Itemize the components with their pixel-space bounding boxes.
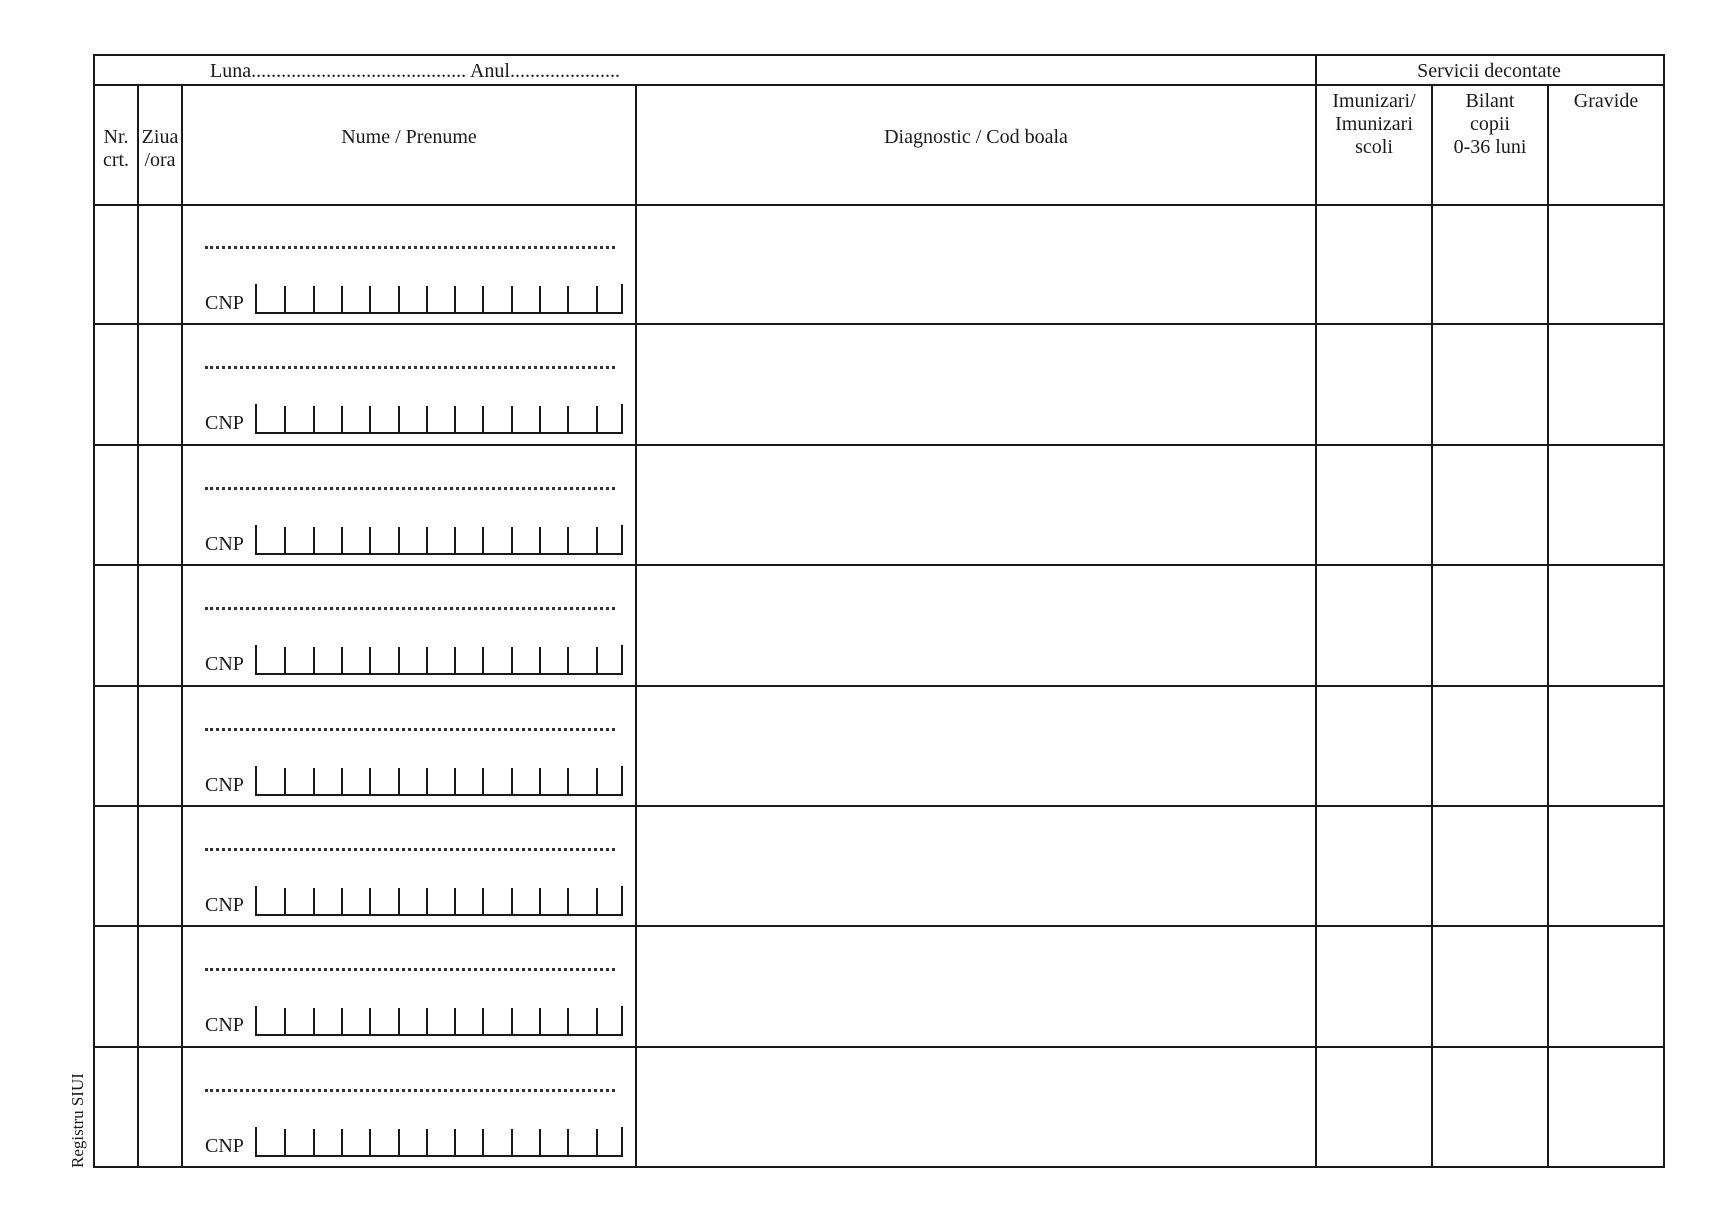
cnp-label: CNP <box>205 1014 244 1037</box>
name-field[interactable] <box>205 246 615 249</box>
cnp-digit-separator <box>369 768 371 794</box>
cnp-digit-separator <box>567 406 569 432</box>
cnp-digit-separator <box>539 1008 541 1034</box>
cnp-digit-separator <box>341 647 343 673</box>
cnp-digit-separator <box>313 406 315 432</box>
cnp-digit-separator <box>539 406 541 432</box>
cnp-digit-separator <box>596 1008 598 1034</box>
cnp-label: CNP <box>205 894 244 916</box>
cnp-digit-separator <box>313 888 315 914</box>
cnp-digit-separator <box>539 1129 541 1155</box>
cnp-digit-separator <box>369 1129 371 1155</box>
cnp-label: CNP <box>205 412 244 435</box>
cnp-digit-separator <box>454 527 456 553</box>
cnp-digit-separator <box>454 406 456 432</box>
cnp-digit-separator <box>567 647 569 673</box>
cnp-digit-separator <box>454 1129 456 1155</box>
cnp-digit-separator <box>313 527 315 553</box>
cnp-label: CNP <box>205 292 244 314</box>
month-year-field[interactable]: Luna........................................... Anul...................... <box>210 60 620 82</box>
cnp-digit-separator <box>313 1129 315 1155</box>
cnp-label: CNP <box>205 1134 244 1157</box>
cnp-digit-separator <box>539 768 541 794</box>
register-row <box>95 565 1663 685</box>
cnp-digit-separator <box>482 406 484 432</box>
cnp-digit-separator <box>454 1008 456 1034</box>
cnp-digit-separator <box>398 1008 400 1034</box>
cnp-digit-separator <box>482 888 484 914</box>
cnp-digit-separator <box>313 286 315 312</box>
cnp-digit-separator <box>369 286 371 312</box>
cnp-digit-separator <box>426 406 428 432</box>
name-field[interactable] <box>205 848 615 851</box>
cnp-digit-separator <box>284 647 286 673</box>
register-row <box>95 926 1663 1046</box>
cnp-digit-separator <box>284 527 286 553</box>
cnp-digit-separator <box>596 647 598 673</box>
nr-crt-header: Nr. crt. <box>102 126 130 171</box>
cnp-digit-separator <box>454 286 456 312</box>
name-field[interactable] <box>205 366 615 369</box>
cnp-digit-separator <box>482 527 484 553</box>
cnp-digit-separator <box>284 768 286 794</box>
cnp-digit-separator <box>426 1008 428 1034</box>
cnp-digit-separator <box>482 1129 484 1155</box>
cnp-digit-separator <box>284 286 286 312</box>
cnp-digit-separator <box>313 768 315 794</box>
cnp-digit-separator <box>341 406 343 432</box>
cnp-digit-separator <box>369 406 371 432</box>
cnp-digit-separator <box>567 1008 569 1034</box>
gravide-header: Gravide <box>1573 90 1639 112</box>
cnp-digit-separator <box>426 647 428 673</box>
cnp-digit-separator <box>567 527 569 553</box>
cnp-digit-separator <box>398 888 400 914</box>
cnp-digit-separator <box>398 527 400 553</box>
cnp-digit-separator <box>482 286 484 312</box>
cnp-digit-boxes[interactable] <box>255 284 623 314</box>
cnp-digit-separator <box>313 647 315 673</box>
cnp-digit-separator <box>426 1129 428 1155</box>
cnp-digit-separator <box>539 286 541 312</box>
cnp-digit-separator <box>284 1008 286 1034</box>
name-field[interactable] <box>205 968 615 971</box>
bilant-header: Bilant copii 0-36 luni <box>1453 90 1527 158</box>
cnp-digit-separator <box>398 647 400 673</box>
nume-prenume-header: Nume / Prenume <box>341 126 477 148</box>
cnp-digit-separator <box>596 286 598 312</box>
register-row <box>95 324 1663 444</box>
cnp-digit-separator <box>482 768 484 794</box>
cnp-digit-separator <box>539 647 541 673</box>
cnp-digit-separator <box>341 286 343 312</box>
month-year-row <box>95 56 1663 86</box>
name-field[interactable] <box>205 487 615 490</box>
cnp-digit-separator <box>482 1008 484 1034</box>
cnp-label: CNP <box>205 653 244 676</box>
cnp-digit-separator <box>398 768 400 794</box>
registru-siui-label: Registru SIUI <box>68 1073 87 1168</box>
cnp-digit-separator <box>567 888 569 914</box>
cnp-digit-separator <box>567 768 569 794</box>
cnp-digit-separator <box>567 286 569 312</box>
cnp-digit-separator <box>426 888 428 914</box>
cnp-digit-separator <box>369 1008 371 1034</box>
cnp-digit-separator <box>596 768 598 794</box>
services-settled-title: Servicii decontate <box>1417 60 1561 82</box>
cnp-digit-separator <box>511 888 513 914</box>
register-row <box>95 204 1663 324</box>
cnp-digit-separator <box>454 647 456 673</box>
cnp-digit-separator <box>596 1129 598 1155</box>
cnp-digit-separator <box>454 768 456 794</box>
name-field[interactable] <box>205 1089 615 1092</box>
cnp-label: CNP <box>205 532 244 555</box>
cnp-digit-separator <box>567 1129 569 1155</box>
register-row <box>95 1047 1663 1167</box>
cnp-digit-separator <box>596 888 598 914</box>
cnp-digit-separator <box>398 406 400 432</box>
cnp-digit-separator <box>539 888 541 914</box>
cnp-digit-separator <box>454 888 456 914</box>
cnp-digit-separator <box>369 888 371 914</box>
cnp-digit-separator <box>426 768 428 794</box>
cnp-digit-separator <box>511 768 513 794</box>
cnp-label: CNP <box>205 773 244 796</box>
cnp-digit-separator <box>341 888 343 914</box>
cnp-digit-separator <box>341 1129 343 1155</box>
cnp-digit-separator <box>596 527 598 553</box>
register-row <box>95 686 1663 806</box>
cnp-digit-separator <box>398 286 400 312</box>
cnp-digit-boxes[interactable] <box>255 1127 623 1157</box>
imunizari-header: Imunizari/ Imunizari scoli <box>1332 90 1416 158</box>
cnp-digit-boxes[interactable] <box>255 404 623 434</box>
cnp-digit-separator <box>511 527 513 553</box>
cnp-digit-separator <box>426 527 428 553</box>
name-field[interactable] <box>205 607 615 610</box>
cnp-digit-separator <box>284 1129 286 1155</box>
cnp-digit-separator <box>313 1008 315 1034</box>
cnp-digit-boxes[interactable] <box>255 525 623 555</box>
diagnostic-header: Diagnostic / Cod boala <box>884 126 1068 148</box>
cnp-digit-separator <box>482 647 484 673</box>
cnp-digit-separator <box>596 406 598 432</box>
cnp-digit-separator <box>511 1129 513 1155</box>
cnp-digit-separator <box>511 286 513 312</box>
cnp-digit-separator <box>369 647 371 673</box>
ziua-ora-header: Ziua /ora <box>141 126 179 171</box>
cnp-digit-separator <box>511 647 513 673</box>
cnp-digit-boxes[interactable] <box>255 766 623 796</box>
cnp-digit-separator <box>341 527 343 553</box>
register-row <box>95 445 1663 565</box>
cnp-digit-separator <box>511 406 513 432</box>
name-field[interactable] <box>205 728 615 731</box>
cnp-digit-separator <box>511 1008 513 1034</box>
register-row <box>95 806 1663 926</box>
register-form <box>93 54 1665 1168</box>
cnp-digit-boxes[interactable] <box>255 886 623 916</box>
cnp-digit-separator <box>426 286 428 312</box>
cnp-digit-separator <box>284 406 286 432</box>
cnp-digit-separator <box>398 1129 400 1155</box>
cnp-digit-boxes[interactable] <box>255 645 623 675</box>
cnp-digit-separator <box>539 527 541 553</box>
cnp-digit-separator <box>369 527 371 553</box>
cnp-digit-separator <box>341 1008 343 1034</box>
cnp-digit-separator <box>284 888 286 914</box>
cnp-digit-boxes[interactable] <box>255 1006 623 1036</box>
cnp-digit-separator <box>341 768 343 794</box>
